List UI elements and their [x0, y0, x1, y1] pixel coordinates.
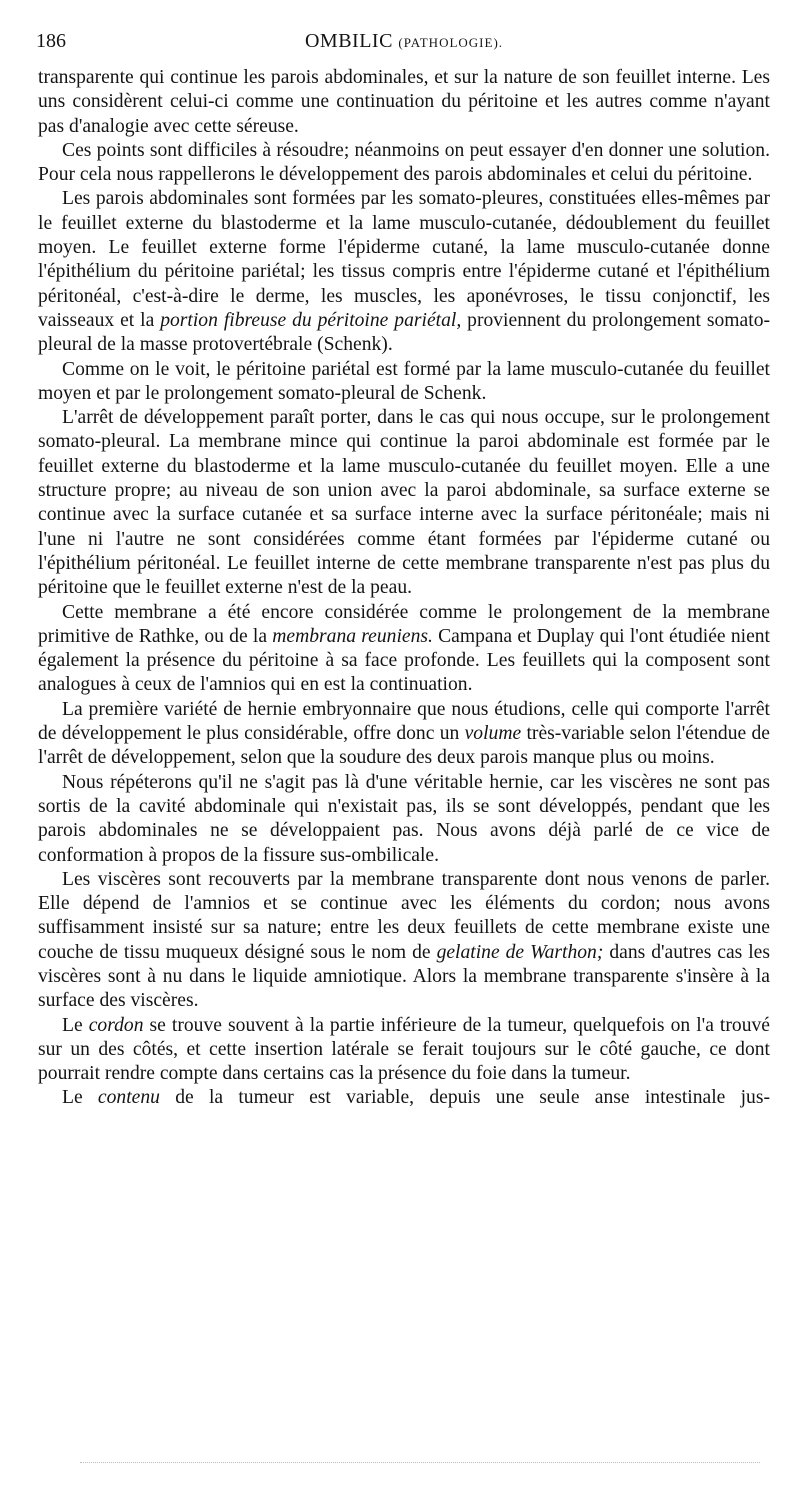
running-title-main: OMBILIC: [304, 30, 393, 52]
paragraph-3: [38, 187, 770, 357]
text-run: se trouve souvent à la partie inférieure de la tumeur, quelquefois on l'a trouvé sur un des côtés, et cette insertion latérale se ferait toujours sur le côté gauche, ce dont pourrait rendre compte dans certains cas la présence du foie dans la tumeur.: [38, 1014, 770, 1085]
running-title: [38, 30, 770, 53]
paragraph-2: [38, 139, 770, 188]
text-run: transparente qui continue les parois abdominales, et sur la nature de son feuillet interne. Les uns considèrent celui-ci comme une continuation du péritoine et les autres comme n'ayant pas d'analogie avec cette séreuse.: [38, 67, 770, 137]
text-run: Ces points sont difficiles à résoudre; néanmoins on peut essayer d'en donner une solution. Pour cela nous rappellerons le développement des parois abdominales et celui du péritoine.: [38, 139, 770, 186]
text-run: Campana et Duplay qui l'ont étudiée nient également la présence du péritoine à sa face profonde. Les feuillets qui la composent sont analogues à ceux de l'amnios qui en est la continuation.: [38, 625, 771, 696]
body-text: [38, 66, 770, 1111]
text-run: de la tumeur est variable, depuis une seule anse intestinale jus-: [159, 1087, 770, 1109]
text-run: La première variété de hernie embryonnaire que nous étudions, celle qui comporte l'arrêt de développement le plus considérable, offre donc un: [38, 698, 770, 745]
paragraph-10: [38, 1014, 770, 1087]
italic-text-run: volume: [464, 723, 522, 745]
text-run: Comme on le voit, le péritoine pariétal est formé par la lame musculo-cutanée du feuillet moyen et par le prolongement somato-pleural de Schenk.: [38, 358, 770, 404]
text-run: Les parois abdominales sont formées par les somato-pleures, constituées elles-mêmes par le feuillet externe du blastoderme et la lame musculo-cutanée, dédoublement du feuillet moyen. Le feuillet externe forme l'épiderme cutané, la lame musculo-cutanée donne l'épithélium du péritoine pariétal; les tissus compris entre l'épiderme cutané et l'épithélium péritonéal, c'est-à-dire le derme, les muscles, les aponévroses, le tissu conjonctif, les vaisseaux et la: [38, 188, 770, 331]
running-title-sub: (PATHOLOGIE).: [398, 35, 504, 50]
page-number: 186: [36, 30, 66, 52]
page-header: [38, 20, 770, 66]
paragraph-7: [38, 698, 770, 771]
paragraph-6: [38, 601, 770, 698]
italic-text-run: portion fibreuse du péritoine pariétal,: [160, 309, 462, 331]
page: [38, 20, 770, 1111]
text-run: Nous répéterons qu'il ne s'agit pas là d'une véritable hernie, car les viscères ne sont pas sortis de la cavité abdominale qui n'existait pas, ils se sont développés, pendant que les parois abdominales ne se développaient pas. Nous avons déjà parlé de ce vice de conformation à propos de la fissure sus-ombilicale.: [38, 771, 770, 866]
paragraph-1: [38, 66, 770, 139]
text-run: Cette membrane a été encore considérée comme le prolongement de la membrane primitive de Rathke, ou de la: [38, 601, 770, 647]
text-run: Le: [62, 1014, 89, 1036]
paragraph-5: [38, 406, 770, 600]
text-run: Le: [62, 1087, 98, 1109]
text-run: Les viscères sont recouverts par la membrane transparente dont nous venons de parler. Elle dépend de l'amnios et se continue avec les éléments du cordon; nous avons suffisamment insisté sur sa nature; entre les deux feuillets de cette membrane existe une couche de tissu muqueux désigné sous le nom de: [38, 868, 770, 963]
text-run: L'arrêt de développement paraît porter, dans le cas qui nous occupe, sur le prolongement somato-pleural. La membrane mince qui continue la paroi abdominale est formée par le feuillet externe du blastoderme et la lame musculo-cutanée du feuillet moyen. Elle a une structure propre; au niveau de son union avec la paroi abdominale, sa surface externe se continue avec la surface cutanée et sa surface interne avec la surface péritonéale; mais ni l'une ni l'autre ne sont considérées comme étant formées par l'épiderme cutané ou l'épithélium péritonéal. Le feuillet interne de cette membrane transparente n'est pas plus du péritoine que le feuillet externe n'est de la peau.: [38, 407, 770, 599]
italic-text-run: cordon: [88, 1014, 144, 1036]
scan-noise-line: [80, 1462, 760, 1464]
italic-text-run: contenu: [97, 1087, 160, 1109]
paragraph-11: [38, 1086, 770, 1110]
paragraph-8: [38, 771, 770, 868]
text-run: proviennent du prolongement somato-pleural de la masse protovertébrale (Schenk).: [38, 309, 771, 356]
italic-text-run: gelatine de Warthon;: [436, 941, 604, 963]
text-run: dans d'autres cas les viscères sont à nu dans le liquide amniotique. Alors la membrane transparente s'insère à la surface des viscères.: [38, 941, 771, 1012]
paragraph-4: [38, 358, 770, 407]
italic-text-run: membrana reuniens.: [272, 625, 433, 647]
paragraph-9: [38, 868, 770, 1014]
text-run: très-variable selon l'étendue de l'arrêt de développement, selon que la soudure des deux parois manque plus ou moins.: [38, 723, 770, 769]
